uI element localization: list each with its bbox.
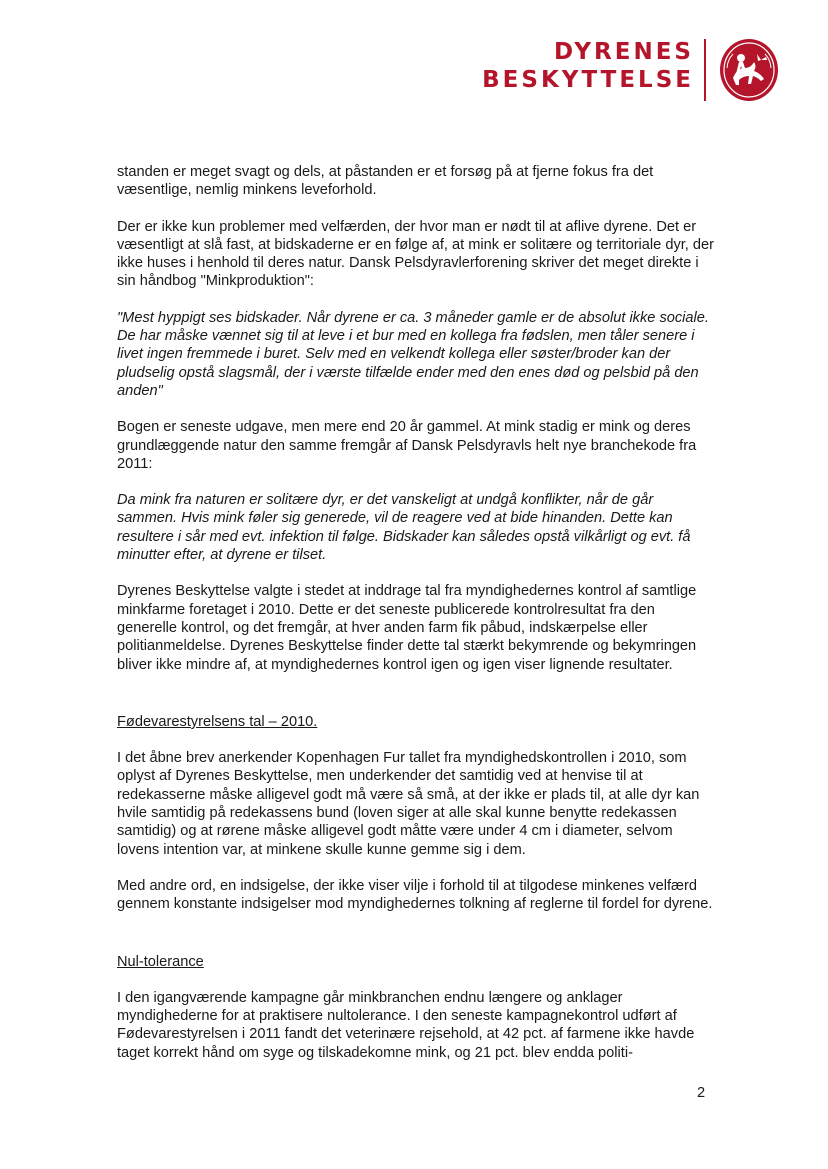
paragraph: Bogen er seneste udgave, men mere end 20 år gammel. At mink stadig er mink og deres grundlæggende natur den samme fremgår af Dansk Pelsdyravls helt nye branchekode fra 2011: [117,419,697,472]
block-quote: Da mink fra naturen er solitære dyr, er det vanskeligt at undgå konflikter, når de går sammen. Hvis mink føler sig generede, vil de reagere ved at bide hinanden. Dette kan resultere i sår med evt. infektion til følge. Bidskader kan således opstå vilkårligt og evt. få minutter efter, at dyrene er tilset. [117,492,691,564]
document-body [117,163,715,1080]
paragraph: Med andre ord, en indsigelse, der ikke viser vilje i forhold til at tilgodese minkenes velfærd gennem konstante indsigelser mod myndighedernes tolkning af reglerne til fordel for dyrene. [117,877,713,913]
paragraph: Dyrenes Beskyttelse valgte i stedet at inddrage tal fra myndighedernes kontrol af samtlige minkfarme foretaget i 2010. Dette er det seneste publicerede kontrolresultat fra den generelle kontrol, og det fremgår, at hver anden farm fik påbud, indskærpelse eller politianmeldelse. Dyrenes Beskyttelse finder dette tal stærkt bekymrende og bekymringen bliver ikke mindre af, at myndighedernes kontrol igen og igen viser lignende resultater. [117,583,697,673]
seal-emblem-icon [719,38,779,102]
block-quote: "Mest hyppigt ses bidskader. Når dyrene er ca. 3 måneder gamle er de absolut ikke sociale. De har måske vænnet sig til at leve i et bur med en kollega fra fødslen, men tåler senere i livet ingen fremmede i buret. Selv med en velkendt kollega eller søster/broder kan der pludselig opstå slagsmål, der i værste tilfælde ender med den enes død og pelsbid på den anden" [117,309,709,399]
page-number: 2 [697,1085,706,1101]
paragraph: Der er ikke kun problemer med velfærden, der hvor man er nødt til at aflive dyrene. Det er væsentligt at slå fast, at bidskaderne er en følge af, at mink er solitære og territoriale dyr, der ikke huses i henhold til deres natur. Dansk Pelsdyravlerforening skriver det meget direkte i sin håndbog "Minkproduktion": [117,218,714,290]
paragraph: I den igangværende kampagne går minkbranchen endnu længere og anklager myndighederne for at praktisere nultolerance. I den seneste kampagnekontrol udført af Fødevarestyrelsen i 2011 fandt det veterinære rejsehold, at 42 pct. af farmene ikke havde taget korrekt hånd om syge og tilskadekomne mink, og 21 pct. blev endda politi- [117,989,695,1061]
logo-wordmark [482,38,694,94]
paragraph: I det åbne brev anerkender Kopenhagen Fur tallet fra myndighedskontrollen i 2010, som oplyst af Dyrenes Beskyttelse, men underkender det samtidig ved at henvise til at redekasserne måske alligevel godt må være så små, at der ikke er plads til, at alle dyr kan hvile samtidig på redekassens bund (loven siger at alle skal kunne benytte redekassen samtidig) og at rørene måske alligevel godt måtte være under 4 cm i diameter, selvom lovens intention var, at minkene skulle kunne gemme sig i dem. [117,750,700,858]
logo-line-2: BESKYTTELSE [482,67,694,93]
paragraph: standen er meget svagt og dels, at påstanden er et forsøg på at fjerne fokus fra det væsentlige, nemlig minkens leveforhold. [117,164,654,199]
section-heading: Nul-tolerance [117,953,204,970]
section-heading: Fødevarestyrelsens tal – 2010. [117,713,318,730]
logo-line-1: DYRENES [553,39,694,65]
logo-divider [704,39,706,101]
organization-logo [482,38,780,104]
